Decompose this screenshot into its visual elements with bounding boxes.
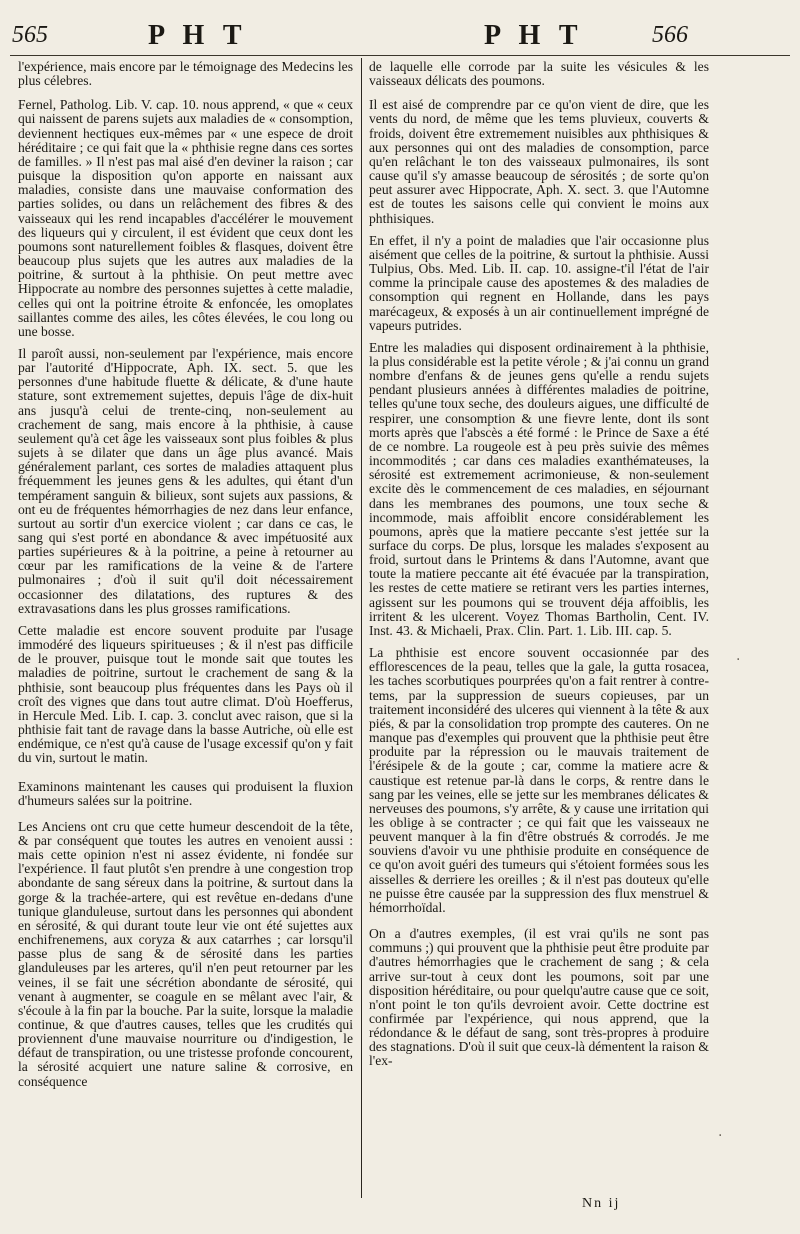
right-column bbox=[369, 60, 709, 1077]
margin-mark: · bbox=[718, 1128, 723, 1144]
column-divider bbox=[361, 58, 362, 1198]
paragraph: Il est aisé de comprendre par ce qu'on vient de dire, que les vents du nord, de même que les tems pluvieux, couverts & froids, doivent être extremement nuisibles aux phthisiques & aux personnes qui ont des maladies de consomption, parce qu'en relâchant le ton des vaisseaux pulmonaires, ils sont cause qu'il s'y amasse beaucoup de sérosités ; de sorte qu'on peut assurer avec Hippocrate, Aph. X. sect. 3. que l'Automne est de toutes les saisons celle qui convient le moins aux phthisiques. bbox=[369, 97, 709, 226]
left-column bbox=[18, 60, 353, 1097]
paragraph: Il paroît aussi, non-seulement par l'expérience, mais encore par l'autorité d'Hippocrate, Aph. IX. sect. 5. que les personnes d'une habitude fluette & délicate, & d'une haute stature, sont extremement sujettes, depuis l'âge de dix-huit ans jusqu'à celui de trente-cinq, non-seulement au crachement de sang, mais encore à la phthisie, à cause seulement qu'à cet âge les vaisseaux sont plus foibles & plus sujets à se dilater que dans un âge plus avancé. Mais généralement parlant, ces sortes de maladies attaquent plus fréquemment les jeunes gens & les adultes, qui étant d'un tempérament sanguin & bilieux, sont sujets aux passions, & ont eu de fréquentes hémorrhagies de nez dans leur enfance, surtout au sortir d'un exercice violent ; car dans ce cas, le sang qui s'est porté en abondance & avec impétuosité aux parties supérieures & à la poitrine, a peine à retourner au cœur par les ramifications de la veine & de l'artere pulmonaires ; d'où il suit qu'il doit nécessairement occasionner des dilatations, des ruptures & des extravasations dans les plus grosses ramifications. bbox=[18, 345, 353, 616]
paragraph: Examinons maintenant les causes qui produisent la fluxion d'humeurs salées sur la poitrine. bbox=[18, 778, 353, 808]
paragraph: Fernel, Patholog. Lib. V. cap. 10. nous apprend, « que « ceux qui naissent de parens sujets aux maladies de « consomption, deviennent hectiques eux-mêmes par « une espece de droit héréditaire ; ce qui fait que la « phthisie regne dans ces sortes de familles. » Il n'est pas mal aisé d'en deviner la raison ; car puisque la disposition qu'on apporte en naissant aux maladies, consiste dans une mauvaise conformation des parties solides, ou dans un relâchement des fibres & des vaisseaux qui les rend incapables d'accélérer le mouvement des liqueurs qui y circulent, il est évident que ceux dont les poumons sont naturellement foibles & flasques, doivent être beaucoup plus sujets que les autres aux maladies de la poitrine, & surtout à la phthisie. On peut mettre avec Hippocrate au nombre des personnes sujettes à cette maladie, celles qui ont la poitrine étroite & enfoncée, les omoplates saillantes comme des ailes, les côtes élevées, le cou long ou une bosse. bbox=[18, 97, 353, 339]
paragraph: Entre les maladies qui disposent ordinairement à la phthisie, la plus considérable est la petite vérole ; & j'ai connu un grand nombre d'enfans & de jeunes gens qu'elle a rendu sujets pendant plusieurs années à différentes maladies de poitrine, telles qu'une toux seche, des douleurs aigues, une difficulté de respirer, une consomption & une fievre lente, dont ils sont morts après que l'abscès a été formé : le Prince de Saxe a été de ce nombre. La rougeole est à peu près suivie des mêmes incommodités ; car dans ces maladies exanthémateuses, la sérosité est extremement acrimonieuse, & non-seulement excite dès le commencement de ces maladies, en séjournant dans les membranes des poumons, une toux seche & incommode, mais affoiblit encore considérablement les poumons, après que la matiere peccante s'est jettée sur la surface du corps. De plus, lorsque les malades s'exposent au froid, surtout dans le Printems & dans l'Automne, avant que toute la matiere peccante ait été évacuée par la transpiration, les restes de cette matiere se retirant vers les parties internes, agissent sur les poumons qui se trouvent déja affoiblis, les irritent & les ulcerent. Voyez Thomas Bartholin, Cent. IV. Inst. 43. & Michaeli, Prax. Clin. Part. 1. Lib. III. cap. 5. bbox=[369, 339, 709, 638]
left-running-head: P H T bbox=[148, 20, 248, 51]
left-page-number: 565 bbox=[12, 22, 48, 48]
paragraph: de laquelle elle corrode par la suite les vésicules & les vaisseaux délicats des poumons. bbox=[369, 59, 709, 89]
paragraph: l'expérience, mais encore par le témoignage des Medecins les plus célebres. bbox=[18, 59, 353, 89]
paragraph: Les Anciens ont cru que cette humeur descendoit de la tête, & par conséquent que toutes les autres en venoient aussi : mais cette opinion n'est ni assez évidente, ni fondée sur l'expérience. Il faut plutôt s'en prendre à une congestion trop abondante de sang séreux dans la poitrine, & surtout dans la gorge & la trachée-artere, qui est revêtue en-dedans d'une tunique glanduleuse, surtout dans les personnes qui abondent en sérosité, & qui durant toute leur vie ont été sujettes aux enchifrenemens, aux coryza & aux catarrhes ; car lorsqu'il passe plus de sang & de sérosité dans les parties glanduleuses par les arteres, qu'il n'en peut retourner par les veines, il se fait une sécrétion abondante de sérosité, qui venant à augmenter, se coagule en se mêlant avec l'air, & s'écoule à la fin par la bouche. Par la suite, lorsque la maladie continue, & que d'autres causes, telles que les crudités qui proviennent d'une mauvaise nourriture ou d'indigestion, le défaut de transpiration, ou une tristesse profonde concourent, la sérosité acquiert une nature saline & corrosive, en conséquence bbox=[18, 818, 353, 1089]
signature-mark: Nn ij bbox=[582, 1196, 621, 1211]
paragraph: En effet, il n'y a point de maladies que l'air occasionne plus aisément que celles de la poitrine, & surtout la phthisie. Aussi Tulpius, Obs. Med. Lib. II. cap. 10. assigne-t'il l'état de l'air comme la principale cause des apostemes & des maladies de consomption qui regnent en Hollande, dans les pays marécageux, & exposés à un air continuellement imprégné de vapeurs putrides. bbox=[369, 232, 709, 333]
paragraph: On a d'autres exemples, (il est vrai qu'ils ne sont pas communs ;) qui prouvent que la phthisie peut être produite par d'autres hémorrhagies que le crachement de sang ; & cela arrive sur-tout à ceux dont les poumons, soit par une disposition héréditaire, ou pour quelqu'autre cause que ce soit, n'ont point le ton qu'ils devroient avoir. Cette doctrine est confirmée par l'expérience, qui nous apprend, que la rédondance & le défaut de sang, sont très-propres à produire des stagnations. D'où il suit que ceux-là démentent la raison & l'ex- bbox=[369, 926, 709, 1069]
paragraph: Cette maladie est encore souvent produite par l'usage immodéré des liqueurs spiritueuses ; & il n'est pas difficile de le prouver, puisque tout le monde sait que toutes les maladies de poitrine, surtout le crachement de sang & la phthisie, sont beaucoup plus fréquentes dans les Pays où il croît des vignes que dans tout autre climat. D'où Hoefferus, in Hercule Med. Lib. I. cap. 3. conclut avec raison, que si la phthisie fait tant de ravage dans la basse Autriche, où elle est endémique, ce n'est qu'à cause de l'usage excessif qu'on y fait du vin, surtout le matin. bbox=[18, 622, 353, 766]
right-running-head: P H T bbox=[484, 20, 584, 51]
margin-mark: · bbox=[736, 652, 741, 668]
paragraph: La phthisie est encore souvent occasionnée par des efflorescences de la peau, telles que la gale, la gutta rosacea, les taches scorbutiques pourprées qu'on a fait rentrer à contre-tems, par la suppression de sueurs copieuses, par un traitement inconsidéré des ulceres qui viennent à la tête & aux piés, & par la consolidation trop prompte des cauteres. On ne manque pas d'exemples qui prouvent que la phthisie peut être produite par la répression ou le mauvais traitement de l'érésipele & de la goute ; car, comme la matiere acre & caustique est retenue par-là dans le corps, & rentre dans le sang par les veines, elle se jette sur les membranes délicates & nerveuses des poumons, s'y arrête, & y cause une irritation qui les oblige à se contracter ; ce qui fait que les vaisseaux ne peuvent manquer à la fin d'être obstrués & corrodés. Je me souviens d'avoir vu une phthisie produite en conséquence de ce qu'on avoit guéri des tumeurs qui s'étoient formées sous les aisselles & derriere les oreilles ; & il n'est pas douteux qu'elle ne puisse être causée par la suppression des flux menstruel & hémorrhoïdal. bbox=[369, 645, 709, 915]
header-rule bbox=[10, 55, 790, 56]
right-page-number: 566 bbox=[652, 22, 688, 48]
